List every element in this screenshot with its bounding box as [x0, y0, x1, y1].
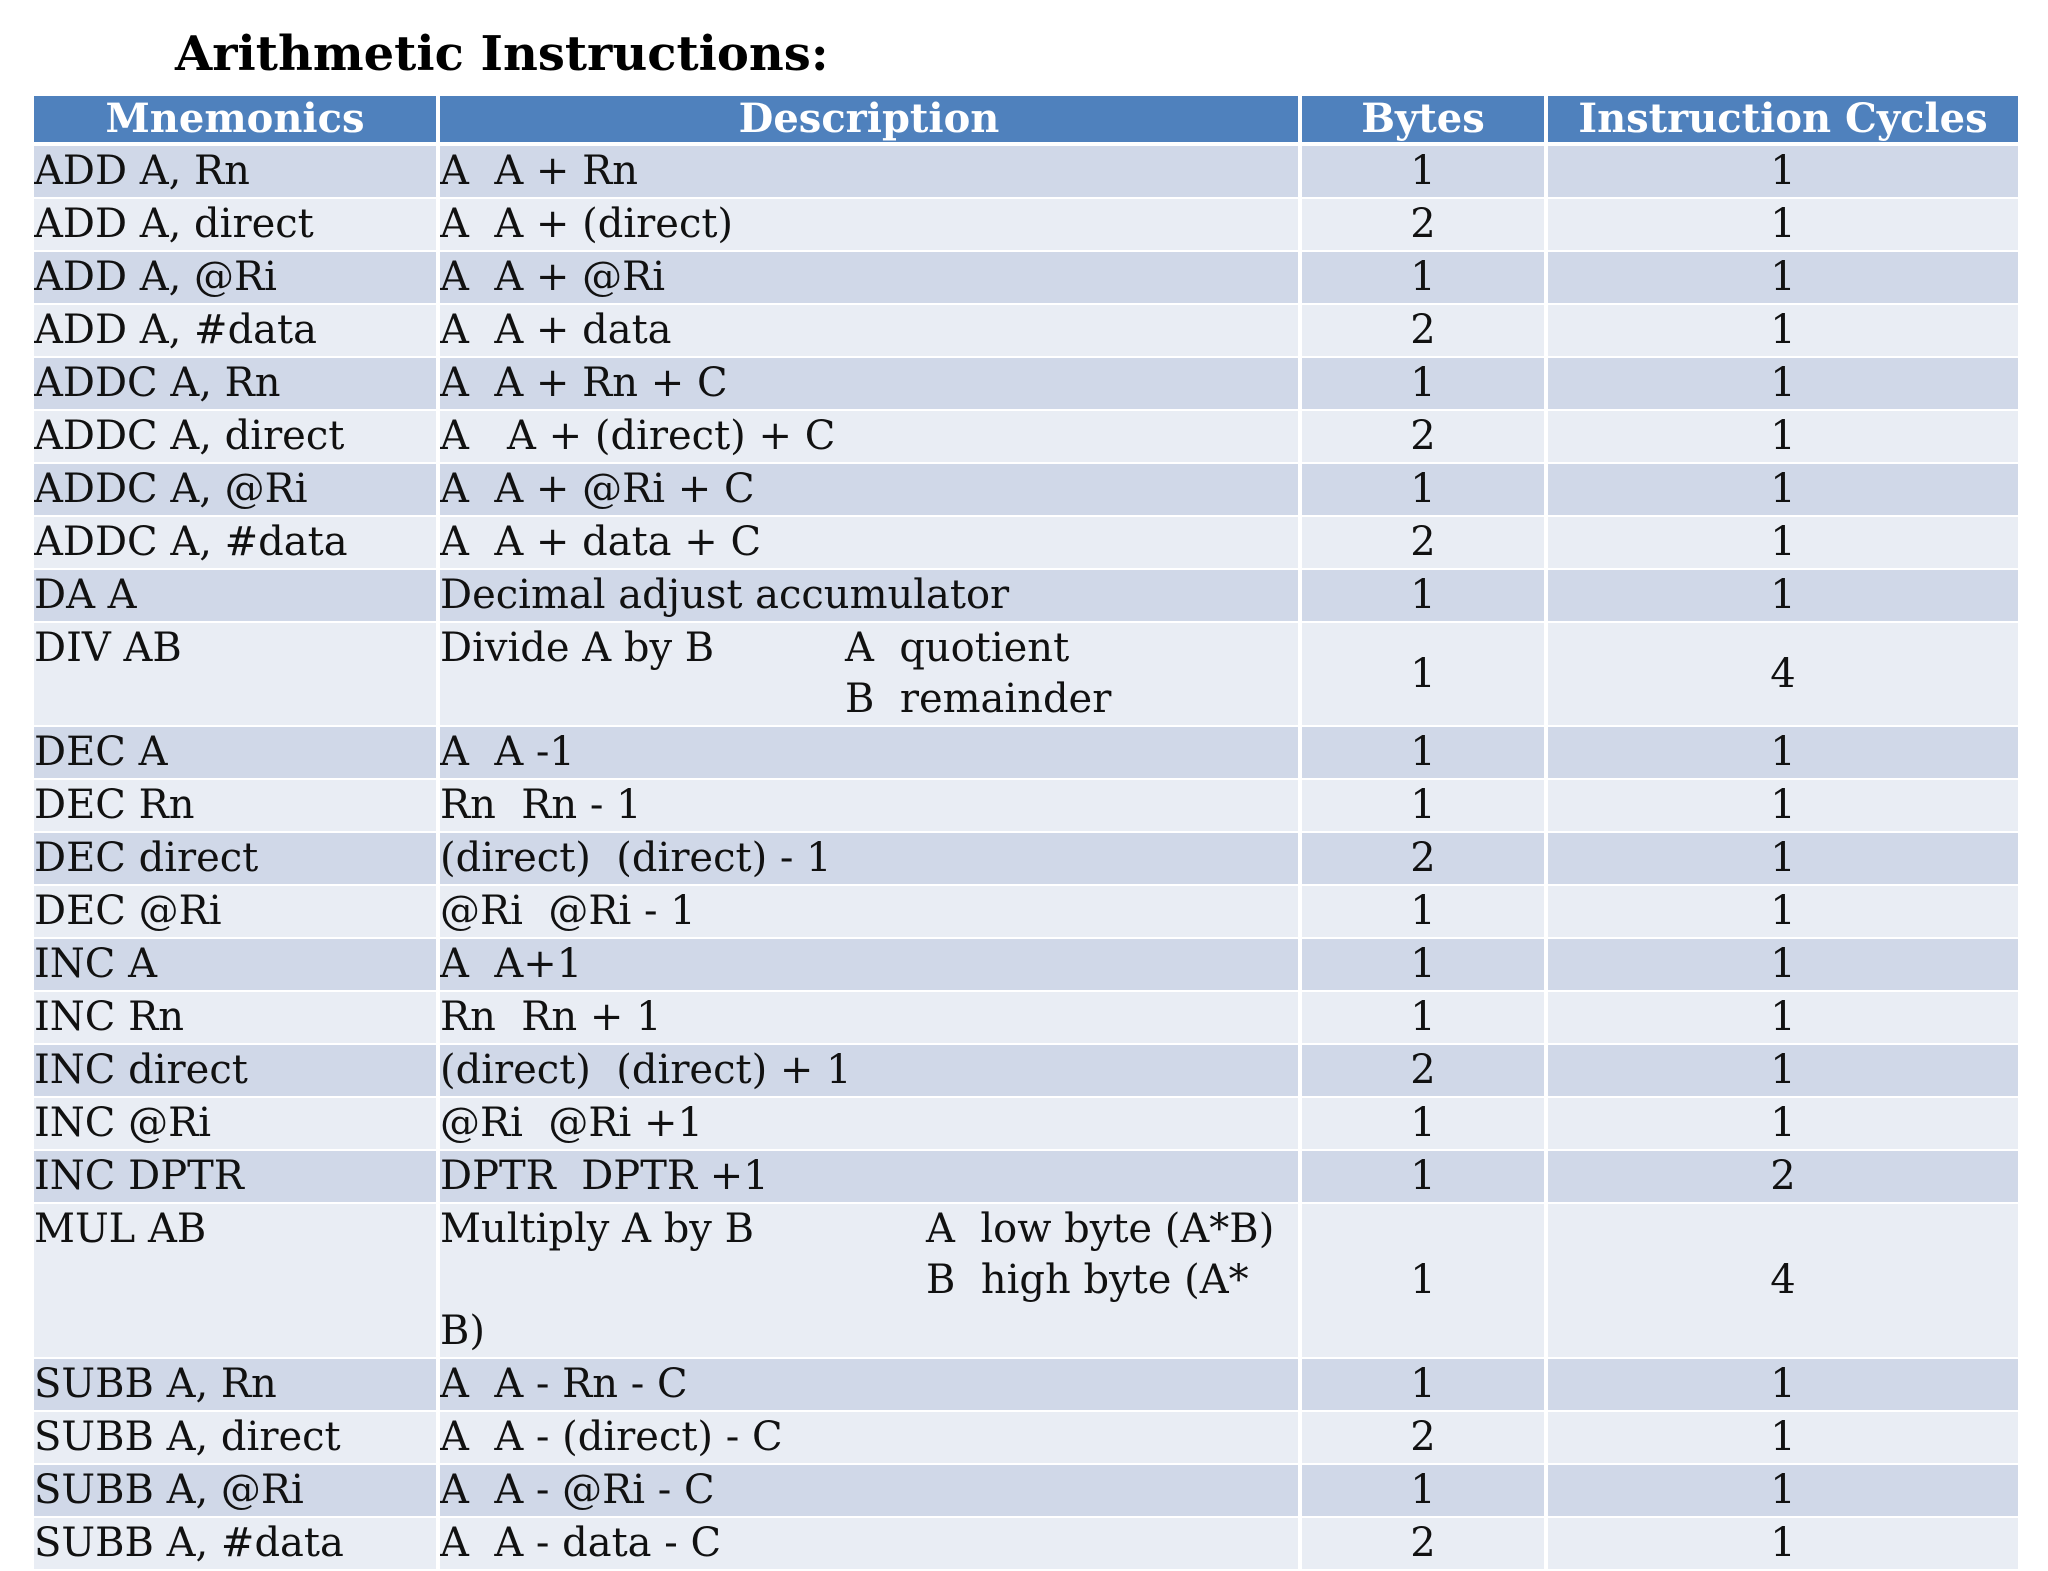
bytes-cell: 2	[1300, 1517, 1546, 1570]
description-result-line: A quotient	[845, 625, 1070, 671]
description-cell	[438, 1097, 1300, 1150]
table-row	[34, 569, 2020, 622]
column-header-description: Description	[438, 96, 1300, 144]
description-cell	[438, 938, 1300, 991]
cycles-cell: 1	[1546, 779, 2020, 832]
table-row	[34, 832, 2020, 885]
bytes-cell: 2	[1300, 304, 1546, 357]
cycles-cell: 2	[1546, 1150, 2020, 1203]
description-text: @Ri @Ri - 1	[440, 888, 696, 934]
description-cell	[438, 198, 1300, 251]
description-cell	[438, 1411, 1300, 1464]
table-row	[34, 1358, 2020, 1411]
bytes-cell: 1	[1300, 779, 1546, 832]
bytes-cell: 1	[1300, 938, 1546, 991]
mnemonic-cell: INC DPTR	[34, 1150, 438, 1203]
description-text: A A + Rn + C	[440, 360, 728, 406]
cycles-cell: 4	[1546, 622, 2020, 726]
description-text: A A + (direct) + C	[440, 413, 836, 459]
description-text: A A+1	[440, 941, 583, 987]
mnemonic-cell: DIV AB	[34, 622, 438, 726]
bytes-cell: 1	[1300, 463, 1546, 516]
description-text: Rn Rn + 1	[440, 994, 662, 1040]
bytes-cell: 1	[1300, 726, 1546, 779]
description-cell	[438, 304, 1300, 357]
description-text: A A + (direct)	[440, 201, 734, 247]
table-header-row	[34, 96, 2020, 144]
description-cell	[438, 1203, 1300, 1358]
page-title: Arithmetic Instructions:	[175, 26, 829, 82]
cycles-cell: 1	[1546, 938, 2020, 991]
mnemonic-cell: ADD A, @Ri	[34, 251, 438, 304]
cycles-cell: 1	[1546, 1097, 2020, 1150]
description-cell	[438, 1150, 1300, 1203]
description-cell	[438, 1464, 1300, 1517]
table-row	[34, 779, 2020, 832]
bytes-cell: 1	[1300, 1203, 1546, 1358]
description-cell	[438, 463, 1300, 516]
cycles-cell: 1	[1546, 569, 2020, 622]
description-cell	[438, 251, 1300, 304]
cycles-cell: 1	[1546, 726, 2020, 779]
bytes-cell: 2	[1300, 832, 1546, 885]
mnemonic-cell: ADD A, direct	[34, 198, 438, 251]
mnemonic-cell: INC A	[34, 938, 438, 991]
description-cell	[438, 726, 1300, 779]
table-row	[34, 463, 2020, 516]
description-result-line: A low byte (A*B)	[926, 1206, 1275, 1252]
bytes-cell: 1	[1300, 622, 1546, 726]
bytes-cell: 1	[1300, 144, 1546, 198]
description-text: Rn Rn - 1	[440, 782, 642, 828]
mnemonic-cell: ADDC A, @Ri	[34, 463, 438, 516]
bytes-cell: 1	[1300, 569, 1546, 622]
bytes-cell: 1	[1300, 1358, 1546, 1411]
mnemonic-cell: ADD A, #data	[34, 304, 438, 357]
bytes-cell: 1	[1300, 357, 1546, 410]
description-text: Decimal adjust accumulator	[440, 572, 1010, 618]
table-row	[34, 991, 2020, 1044]
description-text: A A + data	[440, 307, 672, 353]
description-text: A A - (direct) - C	[440, 1414, 783, 1460]
mnemonic-cell: ADDC A, direct	[34, 410, 438, 463]
cycles-cell: 1	[1546, 1517, 2020, 1570]
table-row	[34, 144, 2020, 198]
description-text: A A - @Ri - C	[440, 1467, 715, 1513]
mnemonic-cell: ADDC A, Rn	[34, 357, 438, 410]
description-result-line: B remainder	[845, 676, 1112, 722]
description-cell	[438, 569, 1300, 622]
arithmetic-instructions-table	[34, 96, 2022, 1571]
table-row	[34, 622, 2020, 726]
table-row	[34, 1464, 2020, 1517]
table-row	[34, 357, 2020, 410]
bytes-cell: 1	[1300, 991, 1546, 1044]
mnemonic-cell: MUL AB	[34, 1203, 438, 1358]
bytes-cell: 2	[1300, 1044, 1546, 1097]
description-cell	[438, 357, 1300, 410]
table-row	[34, 410, 2020, 463]
table-row	[34, 1150, 2020, 1203]
cycles-cell: 1	[1546, 991, 2020, 1044]
cycles-cell: 1	[1546, 463, 2020, 516]
mnemonic-cell: SUBB A, @Ri	[34, 1464, 438, 1517]
description-cell	[438, 622, 1300, 726]
description-cell	[438, 410, 1300, 463]
cycles-cell: 1	[1546, 198, 2020, 251]
description-result-line: B high byte (A*	[926, 1257, 1249, 1303]
description-text: A A - data - C	[440, 1520, 722, 1566]
cycles-cell: 1	[1546, 1044, 2020, 1097]
description-text: DPTR DPTR +1	[440, 1153, 769, 1199]
cycles-cell: 1	[1546, 1358, 2020, 1411]
table-row	[34, 726, 2020, 779]
mnemonic-cell: SUBB A, Rn	[34, 1358, 438, 1411]
description-cell	[438, 1517, 1300, 1570]
mnemonic-cell: DA A	[34, 569, 438, 622]
mnemonic-cell: SUBB A, #data	[34, 1517, 438, 1570]
description-text: (direct) (direct) - 1	[440, 835, 832, 881]
description-text: A A -1	[440, 729, 575, 775]
bytes-cell: 2	[1300, 198, 1546, 251]
description-text: Multiply A by B	[440, 1206, 755, 1252]
mnemonic-cell: ADD A, Rn	[34, 144, 438, 198]
bytes-cell: 1	[1300, 1150, 1546, 1203]
mnemonic-cell: DEC Rn	[34, 779, 438, 832]
description-text: A A + Rn	[440, 148, 639, 194]
bytes-cell: 1	[1300, 251, 1546, 304]
mnemonic-cell: INC @Ri	[34, 1097, 438, 1150]
table-row	[34, 1203, 2020, 1358]
cycles-cell: 1	[1546, 144, 2020, 198]
description-cell	[438, 991, 1300, 1044]
bytes-cell: 2	[1300, 410, 1546, 463]
description-cell	[438, 885, 1300, 938]
description-continuation: B)	[440, 1308, 485, 1354]
bytes-cell: 2	[1300, 1411, 1546, 1464]
bytes-cell: 1	[1300, 1464, 1546, 1517]
mnemonic-cell: DEC direct	[34, 832, 438, 885]
table-row	[34, 938, 2020, 991]
description-cell	[438, 1358, 1300, 1411]
cycles-cell: 1	[1546, 251, 2020, 304]
table-row	[34, 198, 2020, 251]
table-row	[34, 1517, 2020, 1570]
mnemonic-cell: DEC A	[34, 726, 438, 779]
cycles-cell: 1	[1546, 516, 2020, 569]
cycles-cell: 1	[1546, 1464, 2020, 1517]
cycles-cell: 1	[1546, 410, 2020, 463]
description-cell	[438, 1044, 1300, 1097]
column-header-bytes: Bytes	[1300, 96, 1546, 144]
bytes-cell: 1	[1300, 1097, 1546, 1150]
description-cell	[438, 144, 1300, 198]
description-cell	[438, 779, 1300, 832]
cycles-cell: 1	[1546, 304, 2020, 357]
cycles-cell: 1	[1546, 357, 2020, 410]
table-row	[34, 1097, 2020, 1150]
cycles-cell: 1	[1546, 885, 2020, 938]
cycles-cell: 1	[1546, 832, 2020, 885]
mnemonic-cell: INC Rn	[34, 991, 438, 1044]
table-row	[34, 885, 2020, 938]
table-row	[34, 1411, 2020, 1464]
table-row	[34, 516, 2020, 569]
mnemonic-cell: ADDC A, #data	[34, 516, 438, 569]
bytes-cell: 2	[1300, 516, 1546, 569]
table-row	[34, 304, 2020, 357]
table-row	[34, 251, 2020, 304]
mnemonic-cell: SUBB A, direct	[34, 1411, 438, 1464]
cycles-cell: 1	[1546, 1411, 2020, 1464]
description-text: Divide A by B	[440, 625, 715, 671]
column-header-cycles: Instruction Cycles	[1546, 96, 2020, 144]
description-text: @Ri @Ri +1	[440, 1100, 703, 1146]
description-cell	[438, 516, 1300, 569]
description-text: A A + data + C	[440, 519, 762, 565]
description-text: A A + @Ri	[440, 254, 666, 300]
description-text: (direct) (direct) + 1	[440, 1047, 852, 1093]
bytes-cell: 1	[1300, 885, 1546, 938]
description-text: A A + @Ri + C	[440, 466, 755, 512]
mnemonic-cell: DEC @Ri	[34, 885, 438, 938]
cycles-cell: 4	[1546, 1203, 2020, 1358]
description-cell	[438, 832, 1300, 885]
table-row	[34, 1044, 2020, 1097]
description-text: A A - Rn - C	[440, 1361, 688, 1407]
column-header-mnemonics: Mnemonics	[34, 96, 438, 144]
mnemonic-cell: INC direct	[34, 1044, 438, 1097]
